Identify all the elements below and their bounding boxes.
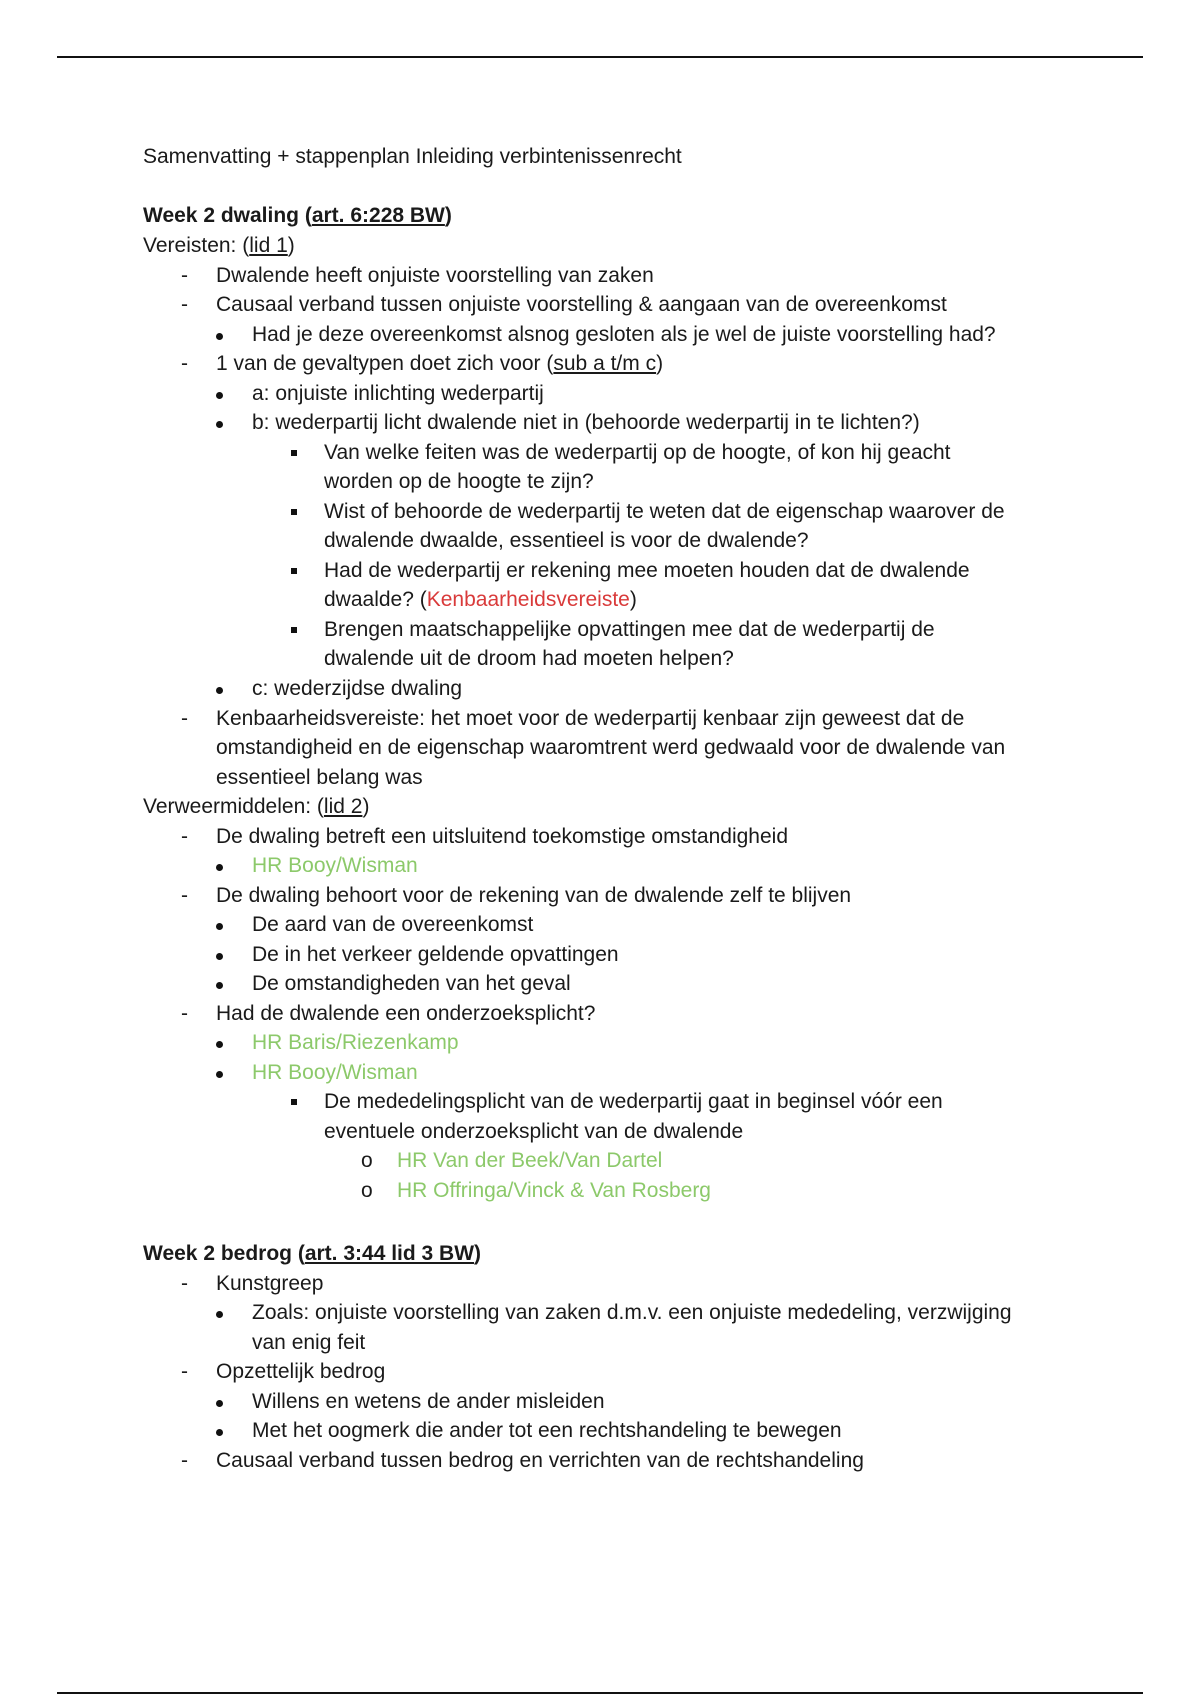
list-item: c: wederzijdse dwaling	[252, 677, 463, 700]
list-item-cont: omstandigheid en de eigenschap waaromtrent werd gedwaald voor de dwalende van	[216, 736, 1006, 759]
dash-bullet: -	[181, 707, 188, 730]
dash-bullet: -	[181, 352, 188, 375]
list-item-cont: dwalende uit de droom had moeten helpen?	[324, 647, 734, 670]
list-item: Had de wederpartij er rekening mee moeten houden dat de dwalende	[324, 559, 970, 582]
list-item: De omstandigheden van het geval	[252, 972, 571, 995]
bullet-dot	[216, 864, 223, 871]
dash-bullet: -	[181, 1272, 188, 1295]
list-item: De dwaling betreft een uitsluitend toekomstige omstandigheid	[216, 825, 789, 848]
list-item-cont: essentieel belang was	[216, 766, 423, 789]
list-item-cont: eventuele onderzoeksplicht van de dwalende	[324, 1120, 744, 1143]
list-item: Had de dwalende een onderzoeksplicht?	[216, 1002, 596, 1025]
bullet-dot	[216, 687, 223, 694]
list-item: a: onjuiste inlichting wederpartij	[252, 382, 544, 405]
verweermiddelen-label: Verweermiddelen: (lid 2)	[143, 795, 370, 818]
list-item: Causaal verband tussen bedrog en verrichten van de rechtshandeling	[216, 1449, 864, 1472]
page-title: Samenvatting + stappenplan Inleiding verbintenissenrecht	[143, 145, 682, 168]
bullet-dot	[216, 1071, 223, 1078]
bullet-square	[291, 568, 297, 574]
bullet-dot	[216, 1041, 223, 1048]
case-reference: HR Van der Beek/Van Dartel	[397, 1149, 663, 1172]
list-item: Dwalende heeft onjuiste voorstelling van zaken	[216, 264, 654, 287]
list-item-cont: dwalende dwaalde, essentieel is voor de dwalende?	[324, 529, 809, 552]
case-reference: HR Booy/Wisman	[252, 854, 418, 877]
list-item: Met het oogmerk die ander tot een rechtshandeling te bewegen	[252, 1419, 842, 1442]
list-item: De in het verkeer geldende opvattingen	[252, 943, 619, 966]
bullet-dot	[216, 1311, 223, 1318]
kenbaarheidsvereiste-highlight: Kenbaarheidsvereiste	[426, 588, 630, 611]
bullet-dot	[216, 982, 223, 989]
dash-bullet: -	[181, 1002, 188, 1025]
bullet-dot	[216, 392, 223, 399]
list-item: Opzettelijk bedrog	[216, 1360, 386, 1383]
dash-bullet: -	[181, 825, 188, 848]
list-item: Willens en wetens de ander misleiden	[252, 1390, 605, 1413]
list-item: Zoals: onjuiste voorstelling van zaken d.m.v. een onjuiste mededeling, verzwijging	[252, 1301, 1012, 1324]
bullet-square	[291, 450, 297, 456]
list-item: De aard van de overeenkomst	[252, 913, 534, 936]
bullet-square	[291, 509, 297, 515]
bullet-dot	[216, 1400, 223, 1407]
list-item: 1 van de gevaltypen doet zich voor (sub a t/m c)	[216, 352, 664, 375]
bullet-dot	[216, 333, 223, 340]
list-item-cont: dwaalde? (Kenbaarheidsvereiste)	[324, 588, 637, 611]
bullet-dot	[216, 923, 223, 930]
list-item: Kunstgreep	[216, 1272, 324, 1295]
section-heading-dwaling: Week 2 dwaling (art. 6:228 BW)	[143, 204, 452, 227]
bottom-rule	[57, 1692, 1143, 1694]
list-item-cont: worden op de hoogte te zijn?	[324, 470, 594, 493]
bullet-dot	[216, 953, 223, 960]
list-item: Brengen maatschappelijke opvattingen mee dat de wederpartij de	[324, 618, 935, 641]
dash-bullet: -	[181, 1449, 188, 1472]
case-reference: HR Booy/Wisman	[252, 1061, 418, 1084]
list-item: De dwaling behoort voor de rekening van de dwalende zelf te blijven	[216, 884, 852, 907]
list-item: Van welke feiten was de wederpartij op de hoogte, of kon hij geacht	[324, 441, 951, 464]
bullet-dot	[216, 1429, 223, 1436]
list-item: Causaal verband tussen onjuiste voorstelling & aangaan van de overeenkomst	[216, 293, 947, 316]
list-item-cont: van enig feit	[252, 1331, 366, 1354]
top-rule	[57, 56, 1143, 58]
dash-bullet: -	[181, 884, 188, 907]
case-reference: HR Offringa/Vinck & Van Rosberg	[397, 1179, 711, 1202]
dash-bullet: -	[181, 1360, 188, 1383]
list-item: Kenbaarheidsvereiste: het moet voor de wederpartij kenbaar zijn geweest dat de	[216, 707, 965, 730]
case-reference: HR Baris/Riezenkamp	[252, 1031, 459, 1054]
bullet-square	[291, 1099, 297, 1105]
dash-bullet: -	[181, 264, 188, 287]
list-item: De mededelingsplicht van de wederpartij gaat in beginsel vóór een	[324, 1090, 943, 1113]
bullet-square	[291, 627, 297, 633]
dash-bullet: -	[181, 293, 188, 316]
section-heading-bedrog: Week 2 bedrog (art. 3:44 lid 3 BW)	[143, 1242, 482, 1265]
bullet-o: o	[361, 1179, 373, 1202]
list-item: Wist of behoorde de wederpartij te weten dat de eigenschap waarover de	[324, 500, 1005, 523]
list-item: b: wederpartij licht dwalende niet in (behoorde wederpartij in te lichten?)	[252, 411, 920, 434]
list-item: Had je deze overeenkomst alsnog gesloten als je wel de juiste voorstelling had?	[252, 323, 996, 346]
bullet-dot	[216, 421, 223, 428]
bullet-o: o	[361, 1149, 373, 1172]
vereisten-label: Vereisten: (lid 1)	[143, 234, 295, 257]
